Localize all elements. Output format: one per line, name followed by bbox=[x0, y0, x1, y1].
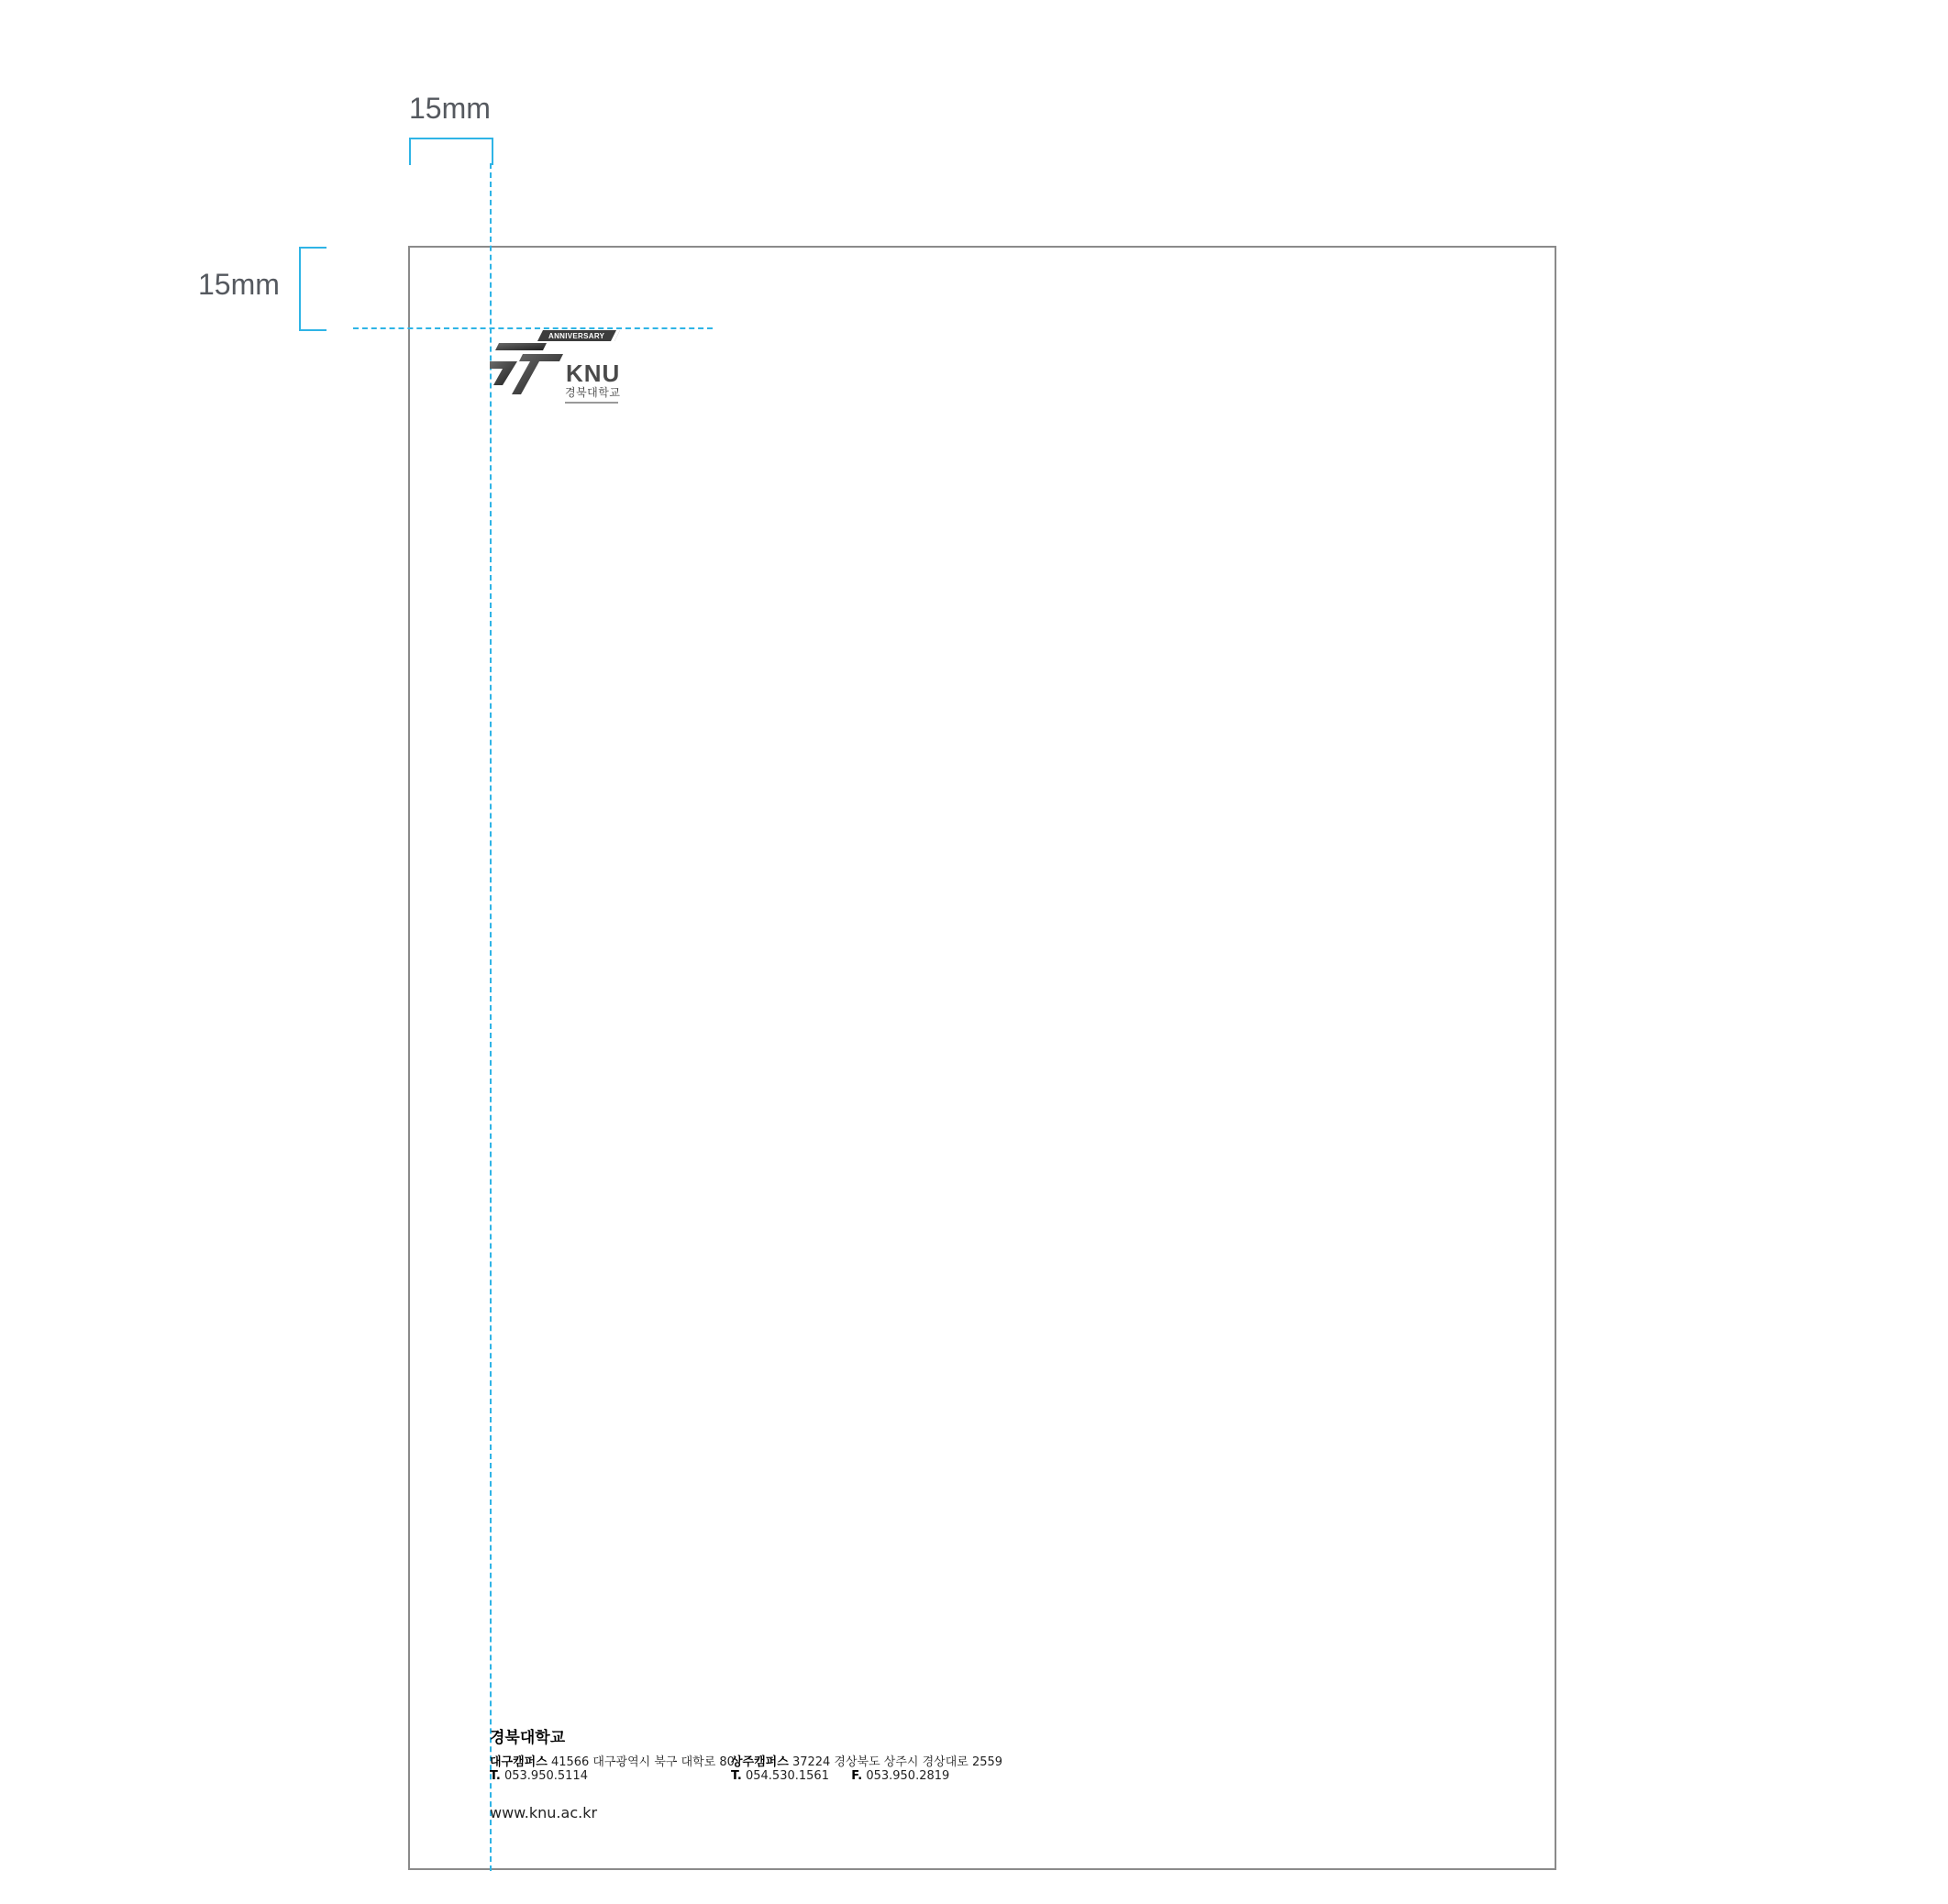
sangju-campus-name: 상주캠퍼스 bbox=[731, 1755, 789, 1769]
left-margin-label: 15mm bbox=[198, 268, 280, 301]
daegu-campus-phone bbox=[490, 1769, 588, 1783]
knu-wordmark: KNU bbox=[566, 360, 621, 387]
left-margin-bracket bbox=[299, 247, 327, 331]
korean-name: 경북대학교 bbox=[565, 386, 621, 399]
knu-logo bbox=[490, 328, 624, 409]
sangju-address-text: 37224 경상북도 상주시 경상대로 2559 bbox=[791, 1755, 1003, 1769]
sangju-fax-number: 053.950.2819 bbox=[866, 1769, 950, 1783]
daegu-campus-address bbox=[490, 1752, 735, 1769]
daegu-address-text: 41566 대구광역시 북구 대학로 80 bbox=[550, 1755, 735, 1769]
sangju-campus-phone bbox=[731, 1769, 949, 1783]
daegu-tel-number: 053.950.5114 bbox=[504, 1769, 588, 1783]
top-margin-label: 15mm bbox=[409, 92, 491, 125]
sangju-campus-address bbox=[731, 1752, 1002, 1769]
anniversary-text: ANNIVERSARY bbox=[548, 332, 605, 340]
vertical-margin-guide bbox=[490, 163, 492, 1871]
website-link[interactable]: www.knu.ac.kr bbox=[490, 1804, 598, 1821]
sangju-tel-number: 054.530.1561 bbox=[745, 1769, 829, 1783]
footer-university-name: 경북대학교 bbox=[490, 1729, 566, 1747]
logo-subline bbox=[565, 402, 618, 404]
letterhead-sheet bbox=[408, 246, 1556, 1870]
daegu-tel-label: T. bbox=[490, 1769, 501, 1783]
sangju-fax-label: F. bbox=[851, 1769, 863, 1783]
top-margin-bracket bbox=[409, 138, 493, 165]
sangju-tel-label: T. bbox=[731, 1769, 742, 1783]
daegu-campus-name: 대구캠퍼스 bbox=[490, 1755, 548, 1769]
